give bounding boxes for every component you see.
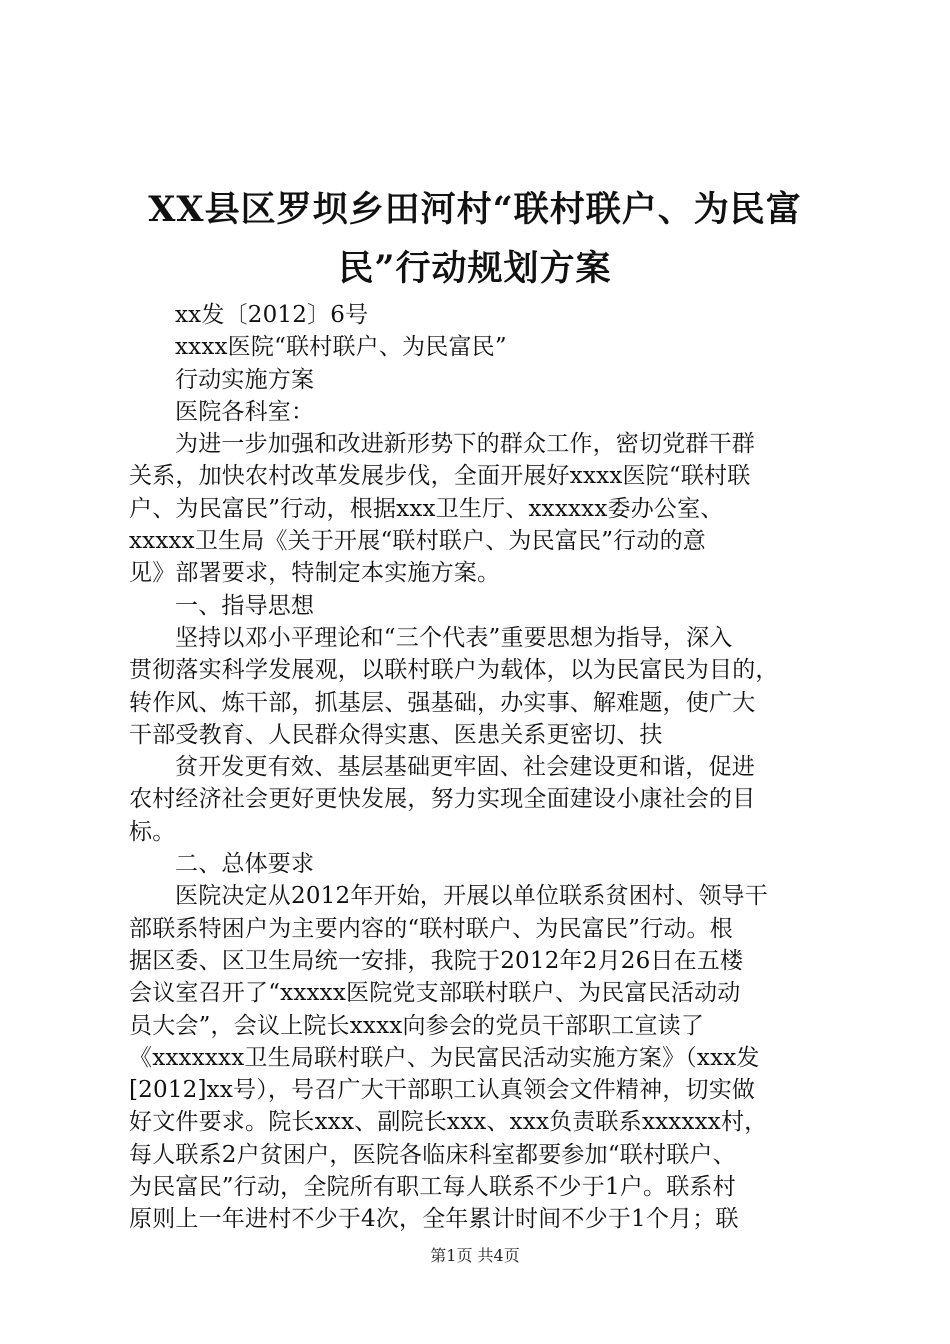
- body-line: xxxxx卫生局《关于开展“联村联户、为民富民”行动的意: [129, 528, 706, 555]
- body-line: 医院各科室：: [175, 398, 315, 425]
- body-line: 贫开发更有效、基层基础更牢固、社会建设更和谐，促进: [175, 754, 755, 781]
- body-line: 为进一步加强和改进新形势下的群众工作，密切党群干群: [175, 431, 755, 458]
- body-line: 贯彻落实科学发展观，以联村联户为载体，以为民富民为目的，: [129, 657, 779, 684]
- body-line: 一、指导思想: [175, 592, 315, 619]
- body-line: 户、为民富民”行动，根据xxx卫生厅、xxxxxx委办公室、: [129, 495, 724, 522]
- body-line: xx发〔2012〕6号: [175, 302, 369, 328]
- body-line: 每人联系2户贫困户，医院各临床科室都要参加“联村联户、: [129, 1141, 736, 1168]
- body-line: 行动实施方案: [175, 366, 315, 393]
- body-line: 《xxxxxxx卫生局联村联户、为民富民活动实施方案》（xxx发: [129, 1044, 760, 1071]
- body-line: 据区委、区卫生局统一安排，我院于2012年2月26日在五楼: [129, 947, 744, 974]
- page-footer: 第1页 共4页: [430, 1246, 520, 1265]
- body-line: 二、总体要求: [175, 851, 315, 878]
- body-line: 干部受教育、人民群众得实惠、医患关系更密切、扶: [129, 721, 663, 748]
- document-title-line-1: XX县区罗坝乡田河村“联村联户、为民富: [148, 189, 802, 230]
- body-line: 原则上一年进村不少于4次，全年累计时间不少于1个月；联: [129, 1206, 739, 1233]
- body-line: 医院决定从2012年开始，开展以单位联系贫困村、领导干: [175, 883, 768, 910]
- body-line: [2012]xx号），号召广大干部职工认真领会文件精神，切实做: [129, 1077, 756, 1104]
- body-line: 坚持以邓小平理论和“三个代表”重要思想为指导，深入: [175, 624, 733, 651]
- body-line: 转作风、炼干部，抓基层、强基础，办实事、解难题，使广大: [129, 689, 756, 716]
- body-line: xxxx医院“联村联户、为民富民”: [175, 334, 507, 361]
- body-line: 见》部署要求，特制定本实施方案。: [129, 560, 501, 587]
- body-line: 好文件要求。院长xxx、副院长xxx、xxx负责联系xxxxxx村，: [129, 1109, 768, 1136]
- body-line: 部联系特困户为主要内容的“联村联户、为民富民”行动。根: [129, 915, 733, 942]
- body-line: 员大会”，会议上院长xxxx向参会的党员干部职工宣读了: [129, 1012, 705, 1039]
- body-line: 标。: [129, 818, 176, 845]
- document-body: [129, 299, 829, 1236]
- body-line: 会议室召开了“xxxxx医院党支部联村联户、为民富民活动动: [129, 980, 741, 1007]
- document-title-line-2: 民”行动规划方案: [338, 248, 612, 289]
- body-line: 农村经济社会更好更快发展，努力实现全面建设小康社会的目: [129, 786, 756, 813]
- body-line: 为民富民”行动，全院所有职工每人联系不少于1户。联系村: [129, 1174, 736, 1201]
- body-line: 关系，加快农村改革发展步伐，全面开展好xxxx医院“联村联: [129, 463, 751, 490]
